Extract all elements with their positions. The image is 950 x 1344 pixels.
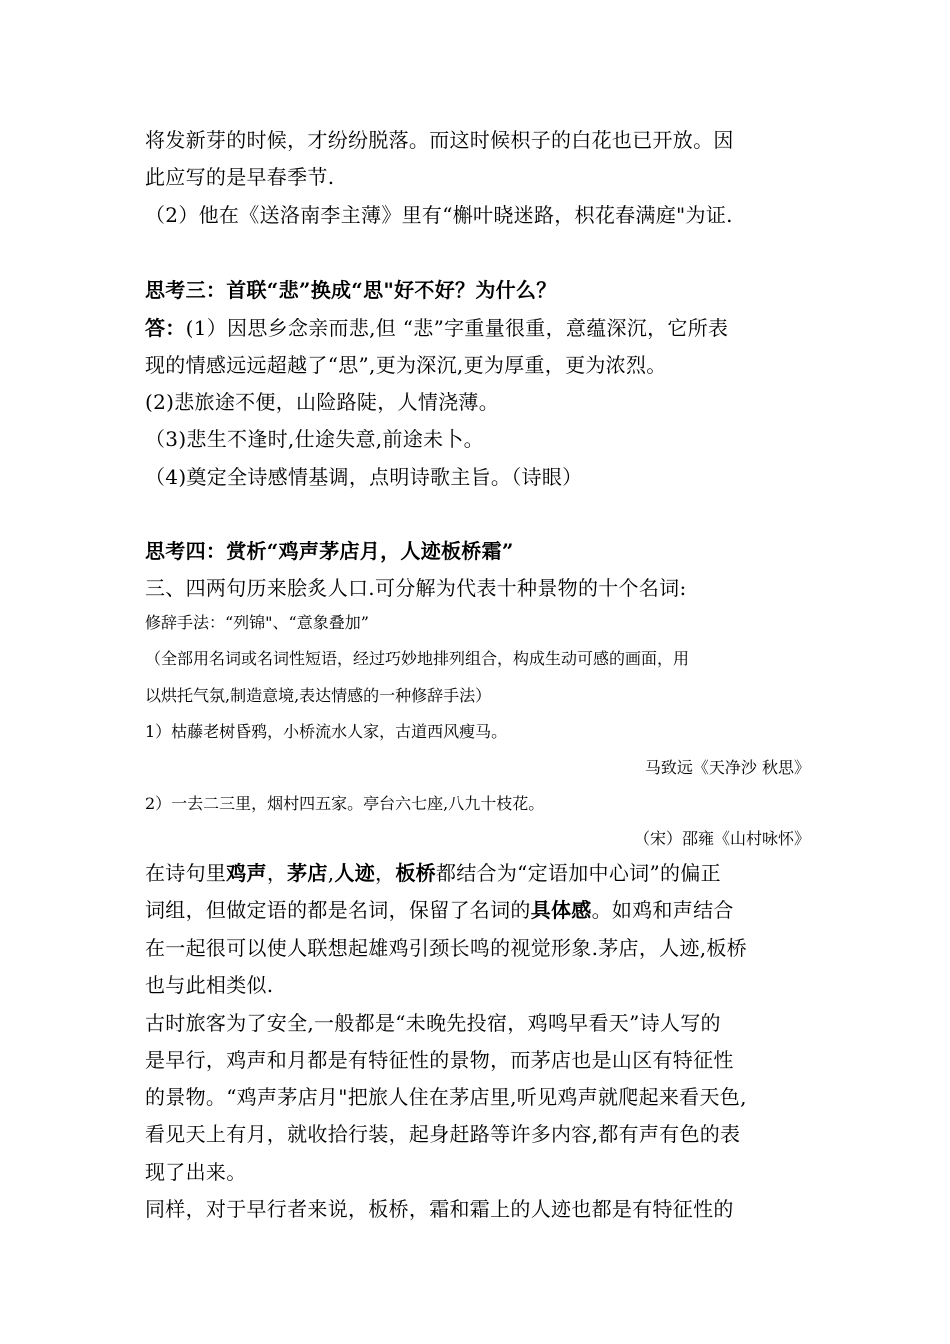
poem-example-2: 2）一去二三里，烟村四五家。亭台六七座,八九十枝花。 xyxy=(145,794,545,813)
poem-example-1: 1）枯藤老树昏鸦，小桥流水人家，古道西风瘦马。 xyxy=(145,722,508,741)
bold-term: 板桥 xyxy=(395,861,436,885)
paragraph-line: 三、四两句历来脍炙人口.可分解为代表十种景物的十个名词: xyxy=(145,576,687,600)
paragraph-line: 修辞手法：“列锦"、“意象叠加” xyxy=(145,613,369,632)
section-heading-3: 思考三：首联“悲”换成“思"好不好？为什么？ xyxy=(145,278,557,302)
paragraph-line: 古时旅客为了安全,一般都是“未晚先投宿，鸡鸣早看天”诗人写的 xyxy=(145,1011,721,1035)
answer-line xyxy=(145,312,728,341)
paragraph-line: （2）他在《送洛南李主薄》里有“槲叶晓迷路，枳花春满庭"为证. xyxy=(145,203,733,227)
text-span: ， xyxy=(375,861,396,885)
paragraph-line: 是早行，鸡声和月都是有特征性的景物，而茅店也是山区有特征性 xyxy=(145,1048,734,1072)
text-span: 都结合为“定语加中心词”的偏正 xyxy=(435,861,721,885)
answer-text: (1）因思乡念亲而悲,但 “悲”字重量很重，意蕴深沉，它所表 xyxy=(185,316,729,340)
paragraph-line: 看见天上有月，就收拾行装，起身赶路等许多内容,都有声有色的表 xyxy=(145,1122,741,1146)
paragraph-line: （全部用名词或名词性短语，经过巧妙地排列组合，构成生动可感的画面，用 xyxy=(145,649,690,668)
answer-line: （3)悲生不逢时,仕途失意,前途未卜。 xyxy=(145,427,484,451)
poem-attribution-1: 马致远《天净沙 秋思》 xyxy=(644,758,810,777)
text-span: 。如鸡和声结合 xyxy=(591,898,734,922)
section-heading-4: 思考四：赏析“鸡声茅店月，人迹板桥霜” xyxy=(145,539,514,563)
bold-term: 具体感 xyxy=(530,898,592,922)
bold-term: 茅店 xyxy=(287,861,328,885)
paragraph-line xyxy=(145,857,721,886)
poem-attribution-2: （宋）邵雍《山村咏怀》 xyxy=(633,829,810,848)
paragraph-line xyxy=(145,894,734,923)
text-span: 在诗句里 xyxy=(145,861,227,885)
answer-label: 答： xyxy=(145,316,186,340)
bold-term: 人迹 xyxy=(334,861,376,885)
paragraph-line: 将发新芽的时候，才纷纷脱落。而这时候枳子的白花也已开放。因 xyxy=(145,128,734,152)
paragraph-line: 现了出来。 xyxy=(145,1160,247,1184)
paragraph-line: 同样，对于早行者来说，板桥，霜和霜上的人迹也都是有特征性的 xyxy=(145,1197,734,1221)
text-span: 词组，但做定语的都是名词，保留了名词的 xyxy=(145,898,531,922)
answer-line: 现的情感远远超越了“思”,更为深沉,更为厚重，更为浓烈。 xyxy=(145,353,667,377)
paragraph-line: 以烘托气氛,制造意境,表达情感的一种修辞手法） xyxy=(145,686,492,705)
bold-term: 鸡声 xyxy=(226,861,267,885)
answer-line: （4)奠定全诗感情基调，点明诗歌主旨。（诗眼） xyxy=(145,465,583,489)
paragraph-line: 也与此相类似. xyxy=(145,973,274,997)
paragraph-line: 的景物。“鸡声茅店月"把旅人住在茅店里,听见鸡声就爬起来看天色, xyxy=(145,1085,747,1109)
answer-line: (2)悲旅途不便，山险路陡，人情浇薄。 xyxy=(145,390,500,414)
text-span: , xyxy=(327,861,335,885)
text-span: ， xyxy=(266,861,288,885)
paragraph-line: 在一起很可以使人联想起雄鸡引颈长鸣的视觉形象.茅店，人迹,板桥 xyxy=(145,936,748,960)
paragraph-line: 此应写的是早春季节. xyxy=(145,165,335,189)
